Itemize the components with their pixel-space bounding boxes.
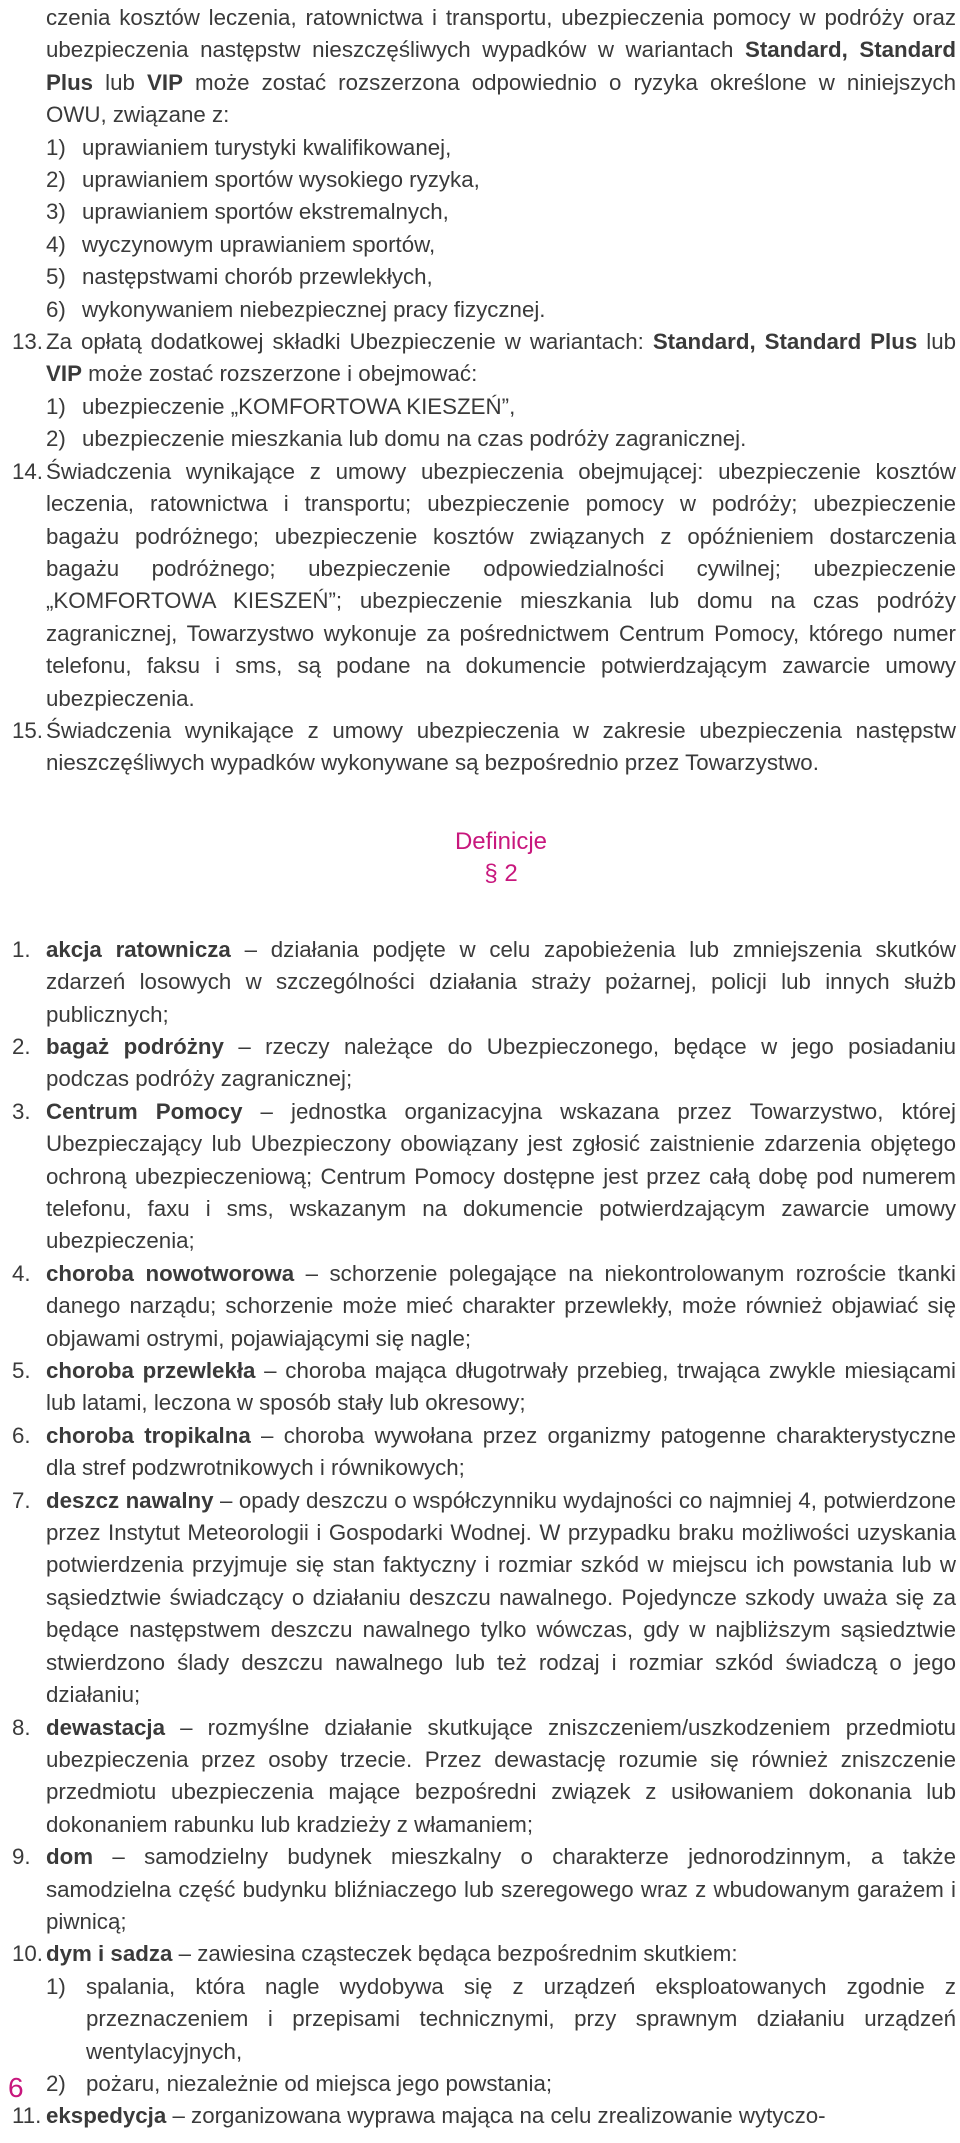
text-run: Świadczenia wynikające z umowy ubezpieczenia obejmującej: ubezpieczenie kosztów leczenia, ratownictwa i transportu; ubezpieczenie pomocy w podróży; ubezpieczenie bagażu podróżnego; ubezpieczenie kosztów związanych z opóźnieniem dostarczenia bagażu podróżnego; ubezpieczenie odpowiedzialności cywilnej; ubezpieczenie „KOMFORTOWA KIESZEŃ”; ubezpieczenie mieszkania lub domu na czas podróży zagranicznej, Towarzystwo wykonuje za pośrednictwem Centrum Pomocy, którego numer telefonu, faksu i sms, są podane na dokumencie potwierdzającym zawarcie umowy ubezpieczenia. [46, 458, 956, 711]
definition-body: – działania podjęte w celu zapobieżenia lub zmniejszenia skutków zdarzeń losowych w szczególności działania straży pożarnej, policji lub innych służb publicznych; [46, 936, 956, 1027]
list-text: wykonywaniem niebezpiecznej pracy fizycznej. [82, 296, 546, 322]
list-text: wyczynowym uprawianiem sportów, [82, 231, 436, 257]
section-title: Definicje [454, 827, 548, 855]
definition-text [46, 1938, 956, 1970]
definition-term: akcja ratownicza [46, 936, 231, 962]
definition-item [12, 2100, 956, 2132]
definition-text [46, 1031, 956, 1096]
list-item [46, 261, 956, 293]
definition-term: bagaż podróżny [46, 1033, 224, 1059]
definition-body: – jednostka organizacyjna wskazana przez Towarzystwo, której Ubezpieczający lub Ubezpieczony obowiązany jest zgłosić zaistnienie zdarzenia objętego ochroną ubezpieczeniową; Centrum Pomocy dostępne jest przez całą dobę pod numerem telefonu, faxu i sms, wskazanym na dokumencie potwierdzającym zawarcie umowy ubezpieczenia; [46, 1098, 956, 1254]
item-text [46, 456, 956, 715]
definition-text [46, 1258, 956, 1355]
numbered-item [12, 326, 956, 456]
item-text [46, 326, 956, 391]
list-item [46, 1971, 956, 2068]
definition-text [46, 1355, 956, 1420]
definition-body: – zorganizowana wyprawa mająca na celu zrealizowanie wytyczo- [166, 2103, 826, 2129]
list-text: uprawianiem sportów ekstremalnych, [82, 199, 449, 225]
bold-text: VIP [147, 69, 183, 95]
definition-item [12, 1938, 956, 2100]
definition-number: 10. [12, 1941, 43, 1967]
definition-text [46, 1420, 956, 1485]
text-run: lub [93, 69, 148, 95]
bold-text: VIP [46, 361, 82, 387]
list-number: 2) [46, 426, 66, 452]
definition-item [12, 934, 956, 1031]
intro-continuation [46, 2, 956, 132]
definition-number: 11. [12, 2103, 42, 2129]
list-item [46, 2068, 956, 2100]
text-run: Świadczenia wynikające z umowy ubezpieczenia w zakresie ubezpieczenia następstw nieszczęśliwych wypadków wykonywane są bezpośrednio przez Towarzystwo. [46, 717, 956, 776]
definition-term: deszcz nawalny [46, 1487, 214, 1513]
definition-item [12, 1841, 956, 1938]
definition-term: dewastacja [46, 1714, 165, 1740]
list-number: 2) [46, 167, 66, 193]
definition-item [12, 1712, 956, 1842]
section-symbol: § 2 [484, 859, 518, 887]
list-number: 6) [46, 296, 66, 322]
list-number: 3) [46, 199, 66, 225]
definitions-list [12, 934, 956, 2133]
list-item [46, 423, 956, 455]
text-run: czenia kosztów leczenia, ratownictwa i transportu, ubezpieczenia pomocy w podróży oraz ubezpieczenia następstw nieszczęśliwych wypadków w wariantach [46, 5, 956, 63]
definition-number: 5. [12, 1358, 31, 1384]
text-run: może zostać rozszerzone i obejmować: [81, 361, 478, 387]
definition-term: choroba tropikalna [46, 1422, 251, 1448]
definition-item [12, 1420, 956, 1485]
document-body [12, 2, 956, 2133]
list-text: uprawianiem turystyki kwalifikowanej, [82, 134, 452, 160]
intro-risk-list [46, 132, 956, 326]
definition-term: dom [46, 1844, 94, 1870]
definition-term: choroba nowotworowa [46, 1260, 295, 1286]
definition-number: 7. [12, 1487, 31, 1513]
definition-text [46, 1096, 956, 1258]
definition-number: 9. [12, 1844, 31, 1870]
definition-body: – rozmyślne działanie skutkujące zniszczeniem/uszkodzeniem przedmiotu ubezpieczenia przez osoby trzecie. Przez dewastację rozumie się również zniszczenie przedmiotu ubezpieczenia mające bezpośredni związek z usiłowaniem dokonania lub dokonaniem rabunku lub kradzieży z włamaniem; [46, 1714, 956, 1837]
bold-text: Standard, Standard Plus [652, 329, 918, 355]
definition-number: 6. [12, 1422, 31, 1448]
item-number: 15. [12, 717, 43, 743]
list-text: uprawianiem sportów wysokiego ryzyka, [82, 167, 480, 193]
definition-term: ekspedycja [46, 2103, 167, 2129]
text-run: lub [917, 329, 956, 355]
definition-number: 2. [12, 1033, 31, 1059]
list-number: 2) [46, 2070, 66, 2096]
text-run: może zostać rozszerzona odpowiednio o ryzyka określone w niniejszych OWU, związane z: [46, 69, 956, 128]
definition-body: – rzeczy należące do Ubezpieczonego, będące w jego posiadaniu podczas podróży zagranicznej; [46, 1033, 956, 1092]
text-run: Za opłatą dodatkowej składki Ubezpieczenie w wariantach: [46, 329, 653, 355]
numbered-item [12, 456, 956, 715]
list-number: 5) [46, 264, 66, 290]
list-item [46, 229, 956, 261]
list-number: 1) [46, 134, 66, 160]
bold-text: Standard, Standard Plus [46, 37, 956, 95]
definition-number: 8. [12, 1714, 31, 1740]
definition-item [12, 1096, 956, 1258]
definition-body: – zawiesina cząsteczek będąca bezpośrednim skutkiem: [172, 1941, 738, 1967]
definition-body: – schorzenie polegające na niekontrolowanym rozroście tkanki danego narządu; schorzenie może mieć charakter przewlekły, może również objawiać się objawami ostrymi, pojawiającymi się nagle; [46, 1260, 956, 1351]
list-item [46, 196, 956, 228]
definition-body: – choroba mająca długotrwały przebieg, trwająca zwykle miesiącami lub latami, leczona w sposób stały lub okresowy; [46, 1358, 956, 1416]
item-text [46, 715, 956, 780]
definition-body: – samodzielny budynek mieszkalny o charakterze jednorodzinnym, a także samodzielna część budynku bliźniaczego lub szeregowego wraz z wbudowanym garażem i piwnicą; [46, 1844, 956, 1934]
list-number: 1) [46, 1973, 66, 1999]
definition-item [12, 1031, 956, 1096]
definition-body: – choroba wywołana przez organizmy patogenne charakterystyczne dla stref podzwrotnikowych i równikowych; [46, 1422, 956, 1481]
list-item [46, 132, 956, 164]
list-item [46, 164, 956, 196]
definition-term: choroba przewlekła [46, 1358, 256, 1384]
definition-term: Centrum Pomocy [46, 1098, 243, 1124]
list-number: 1) [46, 393, 66, 419]
definition-text [46, 2100, 956, 2132]
item-number: 14. [12, 458, 43, 484]
definition-item [12, 1258, 956, 1355]
list-item [46, 294, 956, 326]
definition-text [46, 1485, 956, 1712]
item-number: 13. [12, 329, 43, 355]
list-text: ubezpieczenie mieszkania lub domu na czas podróży zagranicznej. [82, 426, 747, 452]
list-text: spalania, która nagle wydobywa się z urządzeń eksploatowanych zgodnie z przeznaczeniem i przepisami technicznymi, przy sprawnym działaniu urządzeń wentylacyjnych, [86, 1973, 956, 2064]
list-text: pożaru, niezależnie od miejsca jego powstania; [86, 2070, 553, 2096]
definition-text [46, 1712, 956, 1842]
definition-item [12, 1485, 956, 1712]
definition-body: – opady deszczu o współczynniku wydajności co najmniej 4, potwierdzone przez Instytut Meteorologii i Gospodarki Wodnej. W przypadku braku możliwości uzyskania potwierdzenia przyjmuje się stan faktyczny i rozmiar szkód w miejscu ich powstania lub w sąsiedztwie świadczący o działaniu deszczu nawalnego. Pojedyncze szkody uważa się za będące następstwem deszczu nawalnego tylko wówczas, gdy w najbliższym sąsiedztwie stwierdzono ślady deszczu nawalnego lub też rodzaj i rozmiar szkód świadczą o jego działaniu; [46, 1487, 956, 1708]
definition-item [12, 1355, 956, 1420]
list-item [46, 391, 956, 423]
page-number: 6 [8, 2072, 24, 2103]
list-text: następstwami chorób przewlekłych, [82, 264, 433, 290]
definition-number: 3. [12, 1098, 31, 1124]
numbered-item [12, 715, 956, 780]
definition-number: 1. [12, 936, 31, 962]
definition-text [46, 1841, 956, 1938]
numbered-items [12, 326, 956, 780]
definition-term: dym i sadza [46, 1941, 173, 1967]
definition-text [46, 934, 956, 1031]
list-number: 4) [46, 231, 66, 257]
definition-number: 4. [12, 1260, 31, 1286]
list-text: ubezpieczenie „KOMFORTOWA KIESZEŃ”, [82, 393, 516, 419]
